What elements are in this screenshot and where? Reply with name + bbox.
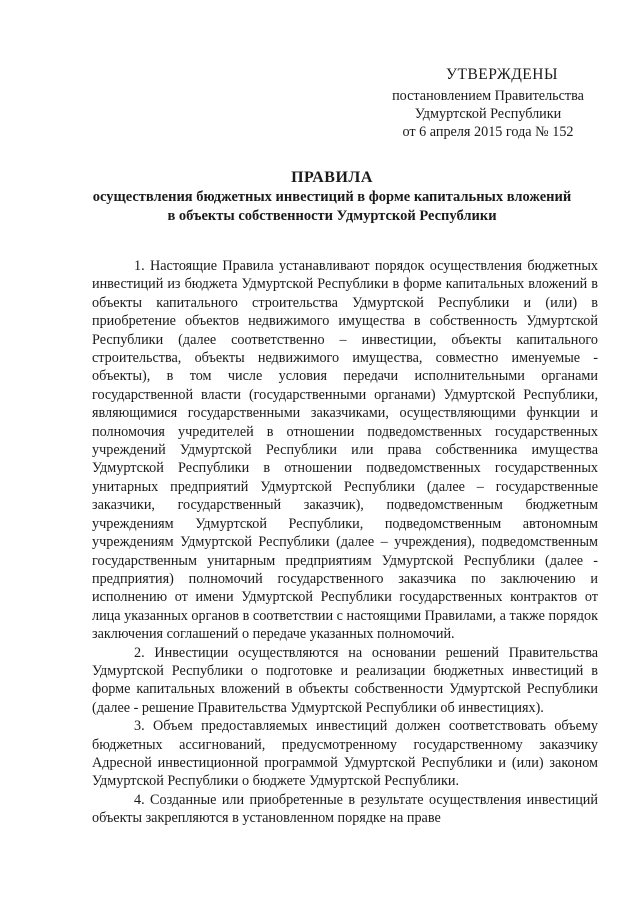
approval-stamp: [378, 66, 598, 141]
paragraph-4: 4. Созданные или приобретенные в результате осуществления инвестиций объекты закрепляются в установленном порядке на праве: [92, 791, 598, 827]
title-line-2: в объекты собственности Удмуртской Республики: [167, 208, 497, 224]
approval-line-3: от 6 апреля 2015 года № 152: [402, 124, 574, 140]
document-title: [70, 168, 594, 226]
approval-heading: УТВЕРЖДЕНЫ: [446, 66, 558, 83]
approval-line-2: Удмуртской Республики: [414, 106, 562, 122]
paragraph-2: 2. Инвестиции осуществляются на основании решений Правительства Удмуртской Республики о подготовке и реализации бюджетных инвестиций в форме капитальных вложений в объекты собственности Удмуртской Республики (далее - решение Правительства Удмуртской Республики об инвестициях).: [92, 644, 598, 716]
document-body: [92, 257, 598, 828]
approval-line-1: постановлением Правительства: [392, 88, 584, 104]
title-main: ПРАВИЛА: [291, 169, 373, 186]
title-line-1: осуществления бюджетных инвестиций в форме капитальных вложений: [92, 189, 572, 205]
paragraph-1: 1. Настоящие Правила устанавливают порядок осуществления бюджетных инвестиций из бюджета Удмуртской Республики в форме капитальных вложений в объекты капитального строительства Удмуртской Республики и (или) в приобретение объектов недвижимого имущества в собственность Удмуртской Республики (далее соответственно – инвестиции, объекты капитального строительства, объекты недвижимого имущества, совместно именуемые - объекты), в том числе условия передачи исполнительными органами государственной власти (государственными органами) Удмуртской Республики, являющимися государственными заказчиками, осуществляющими функции и полномочия учредителей в отношении подведомственных государственных учреждений Удмуртской Республики или права собственника имущества Удмуртской Республики в отношении подведомственных государственных унитарных предприятий Удмуртской Республики (далее – государственные заказчики, государственный заказчик), подведомственным бюджетным учреждениям Удмуртской Республики, подведомственным автономным учреждениям Удмуртской Республики (далее – учреждения), подведомственным государственным унитарным предприятиям Удмуртской Республики (далее - предприятия) полномочий государственного заказчика по заключению и исполнению от имени Удмуртской Республики государственных контрактов от лица указанных органов в соответствии с настоящими Правилами, а также порядок заключения соглашений о передаче указанных полномочий.: [92, 258, 599, 643]
paragraph-3: 3. Объем предоставляемых инвестиций должен соответствовать объему бюджетных ассигнований, предусмотренному государственному заказчику Адресной инвестиционной программой Удмуртской Республики и (или) законом Удмуртской Республики о бюджете Удмуртской Республики.: [92, 718, 598, 790]
